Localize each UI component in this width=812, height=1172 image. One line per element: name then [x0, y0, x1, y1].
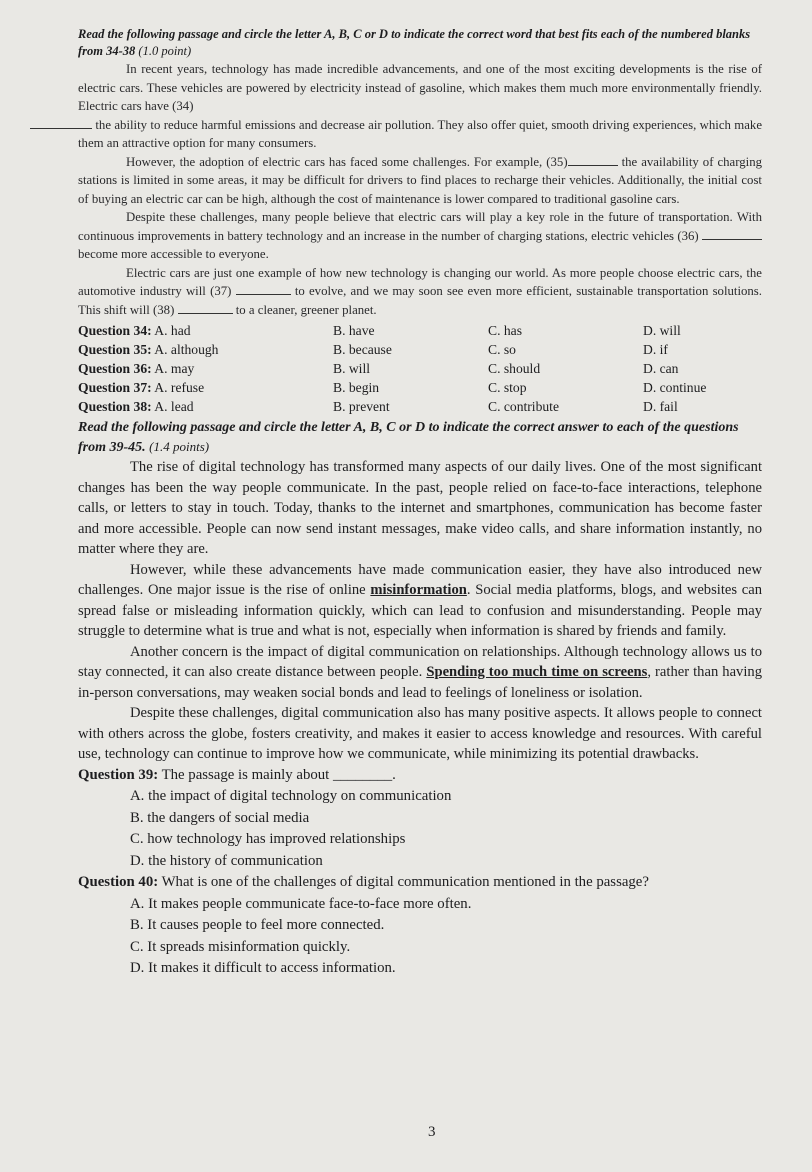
section1-paragraph-4: Electric cars are just one example of how new technology is changing our world. As more people choose electric cars, the automotive industry will (37) to evolve, and we may soon see even more efficient, sustainable transportation solutions. This shift will (38) to a cleaner, greener planet.: [78, 265, 762, 317]
q35-option-c[interactable]: C. so: [488, 342, 516, 357]
section1-question-grid: [78, 321, 762, 416]
q39-option-b[interactable]: B. the dangers of social media: [130, 809, 310, 826]
section2-paragraph-3: Another concern is the impact of digital communication on relationships. Although technology allows us to stay connected, it can also create distance between people. Spending too much time on screens, rather than having in-person conversations, may weaken social bonds and lead to feelings of loneliness or isolation.: [78, 643, 762, 701]
section2-instruction: Read the following passage and circle the letter A, B, C or D to indicate the correct answer to each of the questions from 39-45. (1.4 points): [78, 420, 739, 455]
question-35: Question 35: A. although: [78, 342, 219, 357]
section2-paragraph-4: Despite these challenges, digital communication also has many positive aspects. It allows people to connect with others across the globe, fosters creativity, and makes it easier to access knowledge and resources. With careful use, technology can continue to improve how we communicate, while minimizing its potential drawbacks.: [78, 705, 762, 762]
question-39: Question 39: The passage is mainly about ________.: [78, 766, 396, 783]
q37-option-d[interactable]: D. continue: [643, 380, 707, 395]
section1-paragraph-2: However, the adoption of electric cars has faced some challenges. For example, (35) the availability of charging stations is limited in some areas, it may be difficult for drivers to find places to recharge their vehicles. Additionally, the initial cost of buying an electric car can be high, although the cost of maintenance is lower compared to traditional gasoline cars.: [78, 154, 763, 206]
underlined-misinformation: misinformation: [370, 582, 467, 598]
underlined-spending-too-much-time: Spending too much time on screens: [426, 664, 648, 680]
q40-option-b[interactable]: B. It causes people to feel more connected.: [130, 917, 385, 933]
q38-option-b[interactable]: B. prevent: [333, 399, 390, 414]
section1-paragraph-1: In recent years, technology has made incredible advancements, and one of the most exciting developments is the rise of electric cars. These vehicles are powered by electricity instead of gasoline, which makes them much more environmentally friendly. Electric cars have (34) the ability to reduce harmful emissions and decrease air pollution. They also offer quiet, smooth driving experiences, which make them an attractive option for many consumers.: [78, 60, 762, 153]
q40-option-c[interactable]: C. It spreads misinformation quickly.: [130, 938, 351, 955]
q35-option-b[interactable]: B. because: [333, 342, 392, 357]
q34-option-d[interactable]: D. will: [643, 323, 681, 338]
q35-option-d[interactable]: D. if: [643, 342, 668, 357]
q34-option-c[interactable]: C. has: [488, 323, 522, 338]
q34-option-b[interactable]: B. have: [333, 323, 375, 338]
section1-paragraph-3: Despite these challenges, many people believe that electric cars will play a key role in the future of transportation. With continuous improvements in battery technology and an increase in the number of charging stations, electric vehicles (36) become more accessible to everyone.: [78, 210, 762, 261]
q39-option-a[interactable]: A. the impact of digital technology on communication: [130, 788, 452, 804]
q39-option-d[interactable]: D. the history of communication: [130, 852, 323, 869]
question-40: Question 40: What is one of the challenges of digital communication mentioned in the passage?: [78, 874, 649, 890]
q38-option-d[interactable]: D. fail: [643, 399, 678, 414]
q36-option-b[interactable]: B. will: [333, 361, 371, 376]
q40-option-a[interactable]: A. It makes people communicate face-to-face more often.: [130, 895, 472, 912]
section2-paragraph-2: However, while these advancements have made communication easier, they have also introduced new challenges. One major issue is the rise of online misinformation. Social media platforms, blogs, and websites can spread false or misleading information quickly, which can lead to confusion and misunderstanding. People may struggle to determine what is true and what is not, especially when information is shared by friends and family.: [78, 561, 762, 639]
page-number: 3: [428, 1124, 436, 1140]
q37-option-b[interactable]: B. begin: [333, 380, 380, 395]
section1-instruction: Read the following passage and circle the letter A, B, C or D to indicate the correct word that best fits each of the numbered blanks from 34-38 (1.0 point): [78, 27, 751, 58]
q40-option-d[interactable]: D. It makes it difficult to access information.: [130, 960, 396, 976]
question-36: Question 36: A. may: [78, 361, 195, 376]
q36-option-d[interactable]: D. can: [643, 361, 679, 376]
q36-option-c[interactable]: C. should: [488, 361, 541, 376]
question-34: Question 34: A. had: [78, 323, 191, 338]
q39-option-c[interactable]: C. how technology has improved relationships: [130, 831, 406, 847]
question-37: Question 37: A. refuse: [78, 380, 205, 395]
question-38: Question 38: A. lead: [78, 399, 194, 414]
q37-option-c[interactable]: C. stop: [488, 380, 527, 395]
q38-option-c[interactable]: C. contribute: [488, 399, 559, 414]
section2-paragraph-1: The rise of digital technology has transformed many aspects of our daily lives. One of the most significant changes has been the way people communicate. In the past, people relied on face-to-face interactions, telephone calls, or letters to stay in touch. Today, thanks to the internet and smartphones, communication has become faster and more accessible. People can now send instant messages, make video calls, and share information instantly, no matter where they are.: [78, 459, 762, 557]
